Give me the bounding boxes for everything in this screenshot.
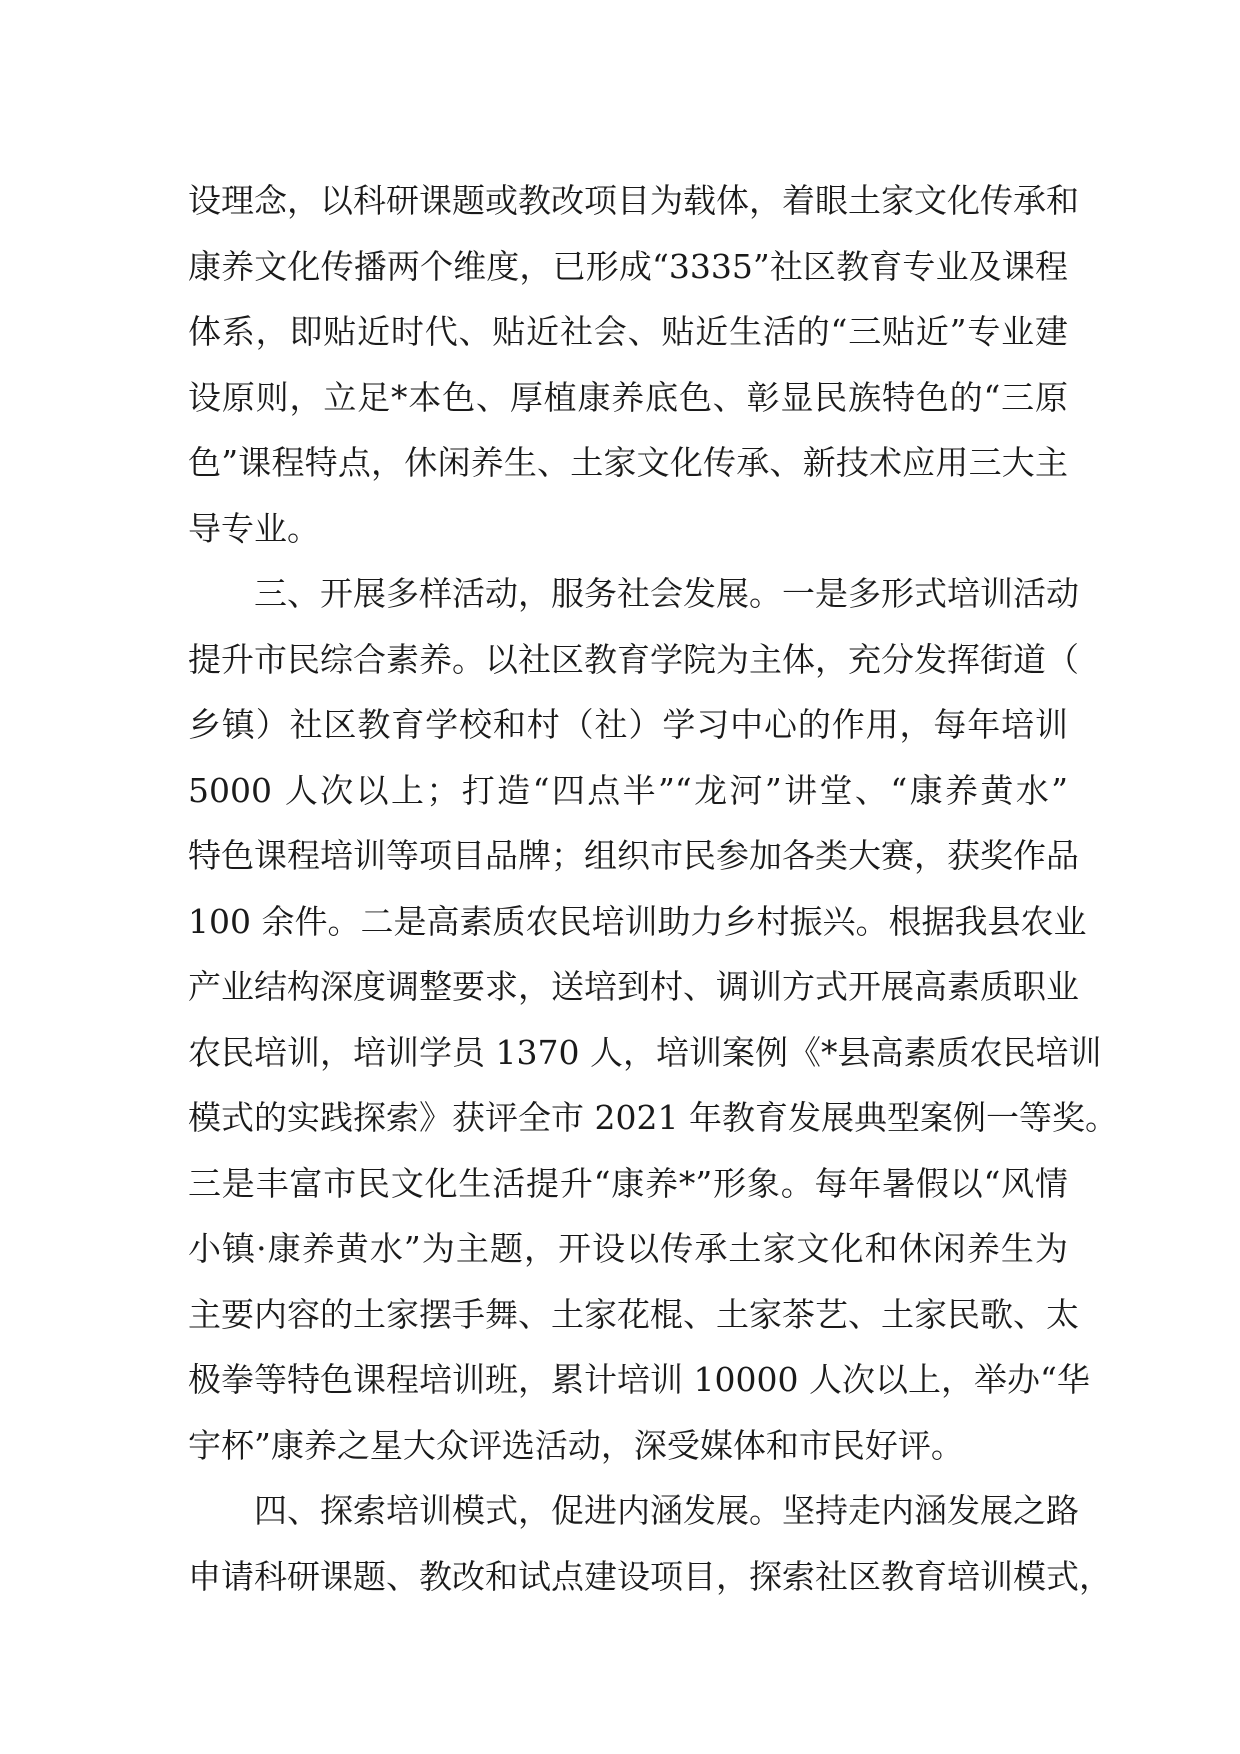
text-line: 提升市民综合素养。以社区教育学院为主体，充分发挥街道（ [188,639,1079,679]
text-line: 色”课程特点，休闲养生、土家文化传承、新技术应用三大主 [188,443,1068,482]
text-line: 100 余件。二是高素质农民培训助力乡村振兴。根据我县农业 [188,901,1087,941]
text-line: 三、开展多样活动，服务社会发展。一是多形式培训活动 [254,574,1079,613]
text-line: 模式的实践探索》获评全市 2021 年教育发展典型案例一等奖。 [188,1098,1118,1137]
text-line: 主要内容的土家摆手舞、土家花棍、土家茶艺、土家民歌、太 [188,1294,1079,1334]
text-line: 导专业。 [188,508,320,548]
text-line: 乡镇）社区教育学校和村（社）学习中心的作用，每年培训 [188,705,1068,744]
text-line: 农民培训，培训学员 1370 人，培训案例《*县高素质农民培训 [188,1032,1102,1072]
text-line: 小镇·康养黄水”为主题，开设以传承土家文化和休闲养生为 [188,1229,1068,1268]
text-line: 产业结构深度调整要求，送培到村、调训方式开展高素质职业 [188,967,1079,1006]
body-text [188,168,1118,1609]
text-line: 特色课程培训等项目品牌；组织市民参加各类大赛，获奖作品 [188,836,1079,875]
text-line: 三是丰富市民文化生活提升“康养*”形象。每年暑假以“风情 [188,1163,1068,1203]
text-line: 四、探索培训模式，促进内涵发展。坚持走内涵发展之路 [254,1491,1079,1530]
text-line: 设理念，以科研课题或教改项目为载体，着眼土家文化传承和 [188,181,1079,220]
text-line: 宇杯”康养之星大众评选活动，深受媒体和市民好评。 [188,1425,964,1465]
text-line: 康养文化传播两个维度，已形成“3335”社区教育专业及课程 [188,246,1068,286]
text-line: 5000 人次以上；打造“四点半”“龙河”讲堂、“康养黄水” [188,770,1068,810]
text-line: 极拳等特色课程培训班，累计培训 10000 人次以上，举办“华 [188,1360,1090,1399]
text-line: 申请科研课题、教改和试点建设项目，探索社区教育培训模式， [188,1556,1112,1596]
text-line: 设原则，立足*本色、厚植康养底色、彰显民族特色的“三原 [188,377,1068,417]
text-line: 体系，即贴近时代、贴近社会、贴近生活的“三贴近”专业建 [188,312,1068,351]
